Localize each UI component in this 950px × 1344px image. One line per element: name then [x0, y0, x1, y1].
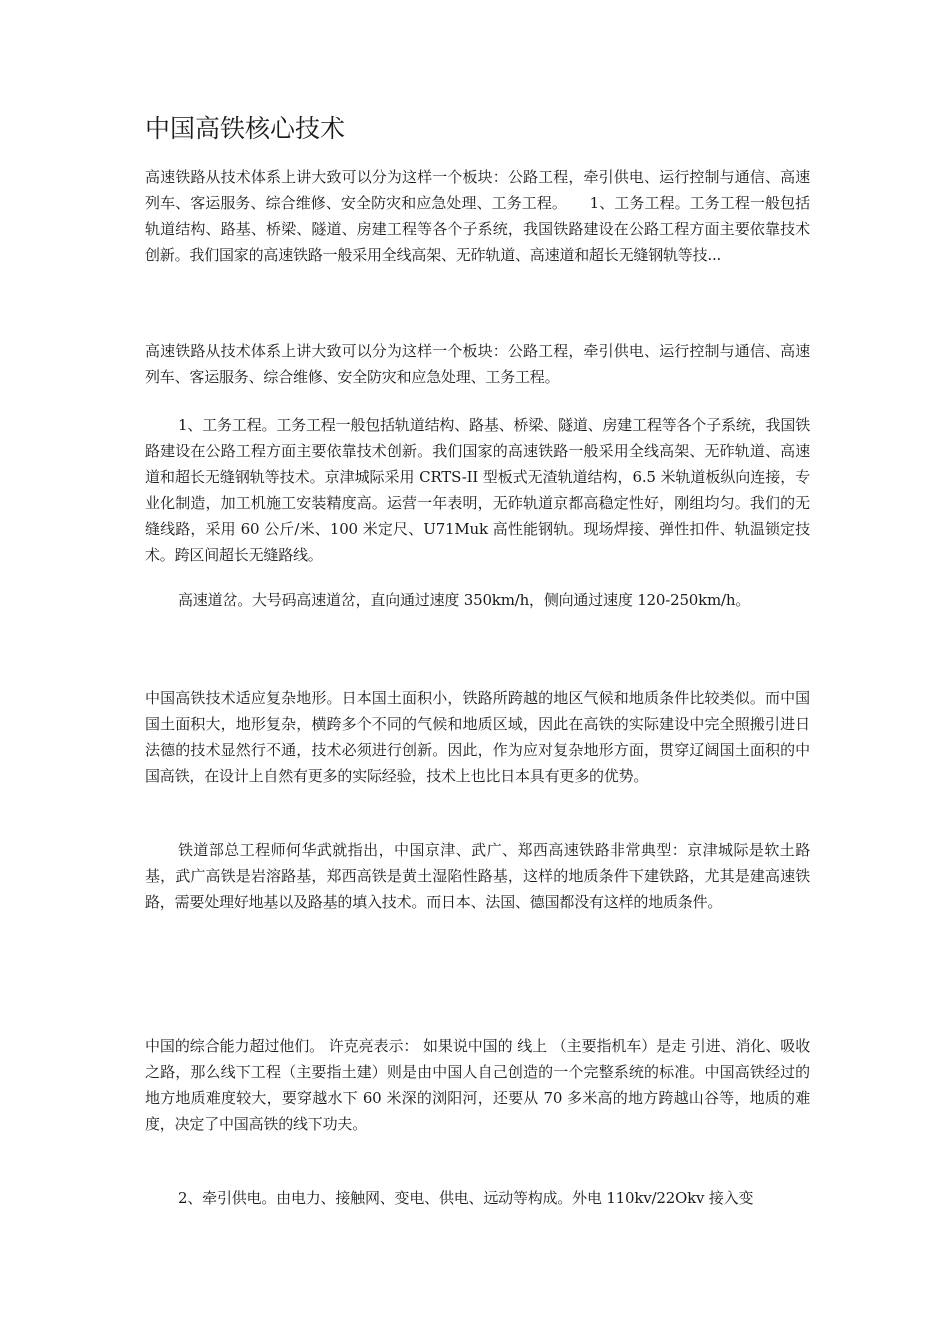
paragraph-high-speed-turnout: 高速道岔。大号码高速道岔，直向通过速度 350km/h，侧向通过速度 120-250km/h。	[178, 591, 751, 609]
document-title: 中国高铁核心技术	[145, 114, 346, 143]
paragraph-traction-power: 2、牵引供电。由电力、接触网、变电、供电、远动等构成。外电 110kv/22Okv 接入变	[178, 1189, 754, 1207]
paragraph-chief-engineer: 铁道部总工程师何华武就指出，中国京津、武广、郑西高速铁路非常典型：京津城际是软土路基，武广高铁是岩溶路基，郑西高铁是黄土湿陷性路基，这样的地质条件下建铁路，尤其是建高速铁路，需要处理好地基以及路基的填入技术。而日本、法国、德国都没有这样的地质条件。	[145, 841, 810, 911]
paragraph-track-engineering: 1、工务工程。工务工程一般包括轨道结构、路基、桥梁、隧道、房建工程等各个子系统，我国铁路建设在公路工程方面主要依靠技术创新。我们国家的高速铁路一般采用全线高架、无砟轨道、高速道和超长无缝钢轨等技术。京津城际采用 CRTS-II 型板式无渣轨道结构，6.5 米轨道板纵向连接，专业化制造，加工机施工安装精度高。运营一年表明，无砟轨道京都高稳定性好，刚组均匀。我们的无缝线路，采用 60 公斤/米、100 米定尺、U71Muk 高性能钢轨。现场焊接、弹性扣件、轨温锁定技术。跨区间超长无缝路线。	[145, 416, 810, 564]
paragraph-complex-terrain: 中国高铁技术适应复杂地形。日本国土面积小，铁路所跨越的地区气候和地质条件比较类似。而中国国土面积大，地形复杂，横跨多个不同的气候和地质区域，因此在高铁的实际建设中完全照搬引进日法德的技术显然行不通，技术必须进行创新。因此，作为应对复杂地形方面，贯穿辽阔国土面积的中国高铁，在设计上自然有更多的实际经验，技术上也比日本具有更多的优势。	[145, 689, 810, 785]
paragraph-overview: 高速铁路从技术体系上讲大致可以分为这样一个板块：公路工程，牵引供电、运行控制与通信、高速列车、客运服务、综合维修、安全防灾和应急处理、工务工程。	[145, 342, 810, 386]
paragraph-comprehensive-capability: 中国的综合能力超过他们。 许克亮表示： 如果说中国的 线上 （主要指机车）是走 引进、消化、吸收 之路，那么线下工程（主要指土建）则是由中国人自己创造的一个完整系统的标准。中国高铁经过的地方地质难度较大，要穿越水下 60 米深的浏阳河，还要从 70 多米高的地方跨越山谷等，地质的难度，决定了中国高铁的线下功夫。	[145, 1037, 810, 1133]
paragraph-summary: 高速铁路从技术体系上讲大致可以分为这样一个板块：公路工程，牵引供电、运行控制与通信、高速列车、客运服务、综合维修、安全防灾和应急处理、工务工程。 1、工务工程。工务工程一般包括轨道结构、路基、桥梁、隧道、房建工程等各个子系统，我国铁路建设在公路工程方面主要依靠技术创新。我们国家的高速铁路一般采用全线高架、无砟轨道、高速道和超长无缝钢轨等技...	[145, 168, 810, 264]
